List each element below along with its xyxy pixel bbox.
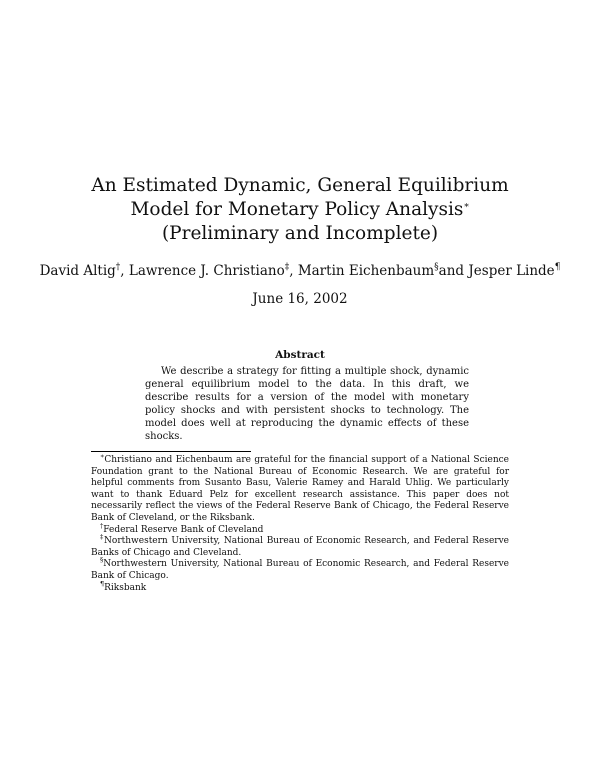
paper-title [0,174,600,246]
footnotes [91,452,509,594]
footnote-text: Federal Reserve Bank of Cleveland [103,524,264,535]
footnote-mark: ¶ [100,579,105,588]
footnote-text: Northwestern University, National Bureau of Economic Research, and Federal Reserve Banks of Chicago and Cleveland. [91,536,509,558]
footnote-mark: § [100,556,104,565]
footnote [91,579,509,595]
footnote [91,556,509,582]
author-name: Martin Eichenbaum [297,263,435,279]
footnote-text: Northwestern University, National Bureau of Economic Research, and Federal Reserve Bank of Chicago. [91,559,509,581]
abstract-heading: Abstract [275,349,325,361]
abstract-text: We describe a strategy for fitting a multiple shock, dynamic general equilibrium model to the data. In this draft, we describe results for a version of the model with monetary policy shocks and with persistent shocks to technology. The model does well at reproducing the dynamic effects of these shocks. [145,366,469,442]
footnote-mark: † [100,521,104,530]
footnote-rule [91,451,251,452]
title-line-3: (Preliminary and Incomplete) [161,223,439,244]
footnote-text: Riksbank [104,582,147,593]
author-footnote-mark: ¶ [554,262,561,273]
publication-date: June 16, 2002 [252,291,348,307]
author-list: David Altig†, Lawrence J. Christiano‡, Martin Eichenbaum§and Jesper Linde¶ [39,262,561,279]
title-line-2-text: Model for Monetary Policy Analysis [130,199,464,220]
footnote-mark: ∗ [100,452,105,460]
author-footnote-mark: § [434,262,439,273]
author-name: Jesper Linde [468,263,555,279]
author-footnote-mark: ‡ [284,262,290,273]
title-line-2 [0,198,600,222]
author-name: Lawrence J. Christiano [128,263,285,279]
author-name: David Altig [39,263,116,279]
footnote-text: Christiano and Eichenbaum are grateful for the financial support of a National Science Foundation grant to the National Bureau of Economic Research. We are grateful for helpful comments from Susanto Basu, Valerie Ramey and Harald Uhlig. We particularly want to thank Eduard Pelz for excellent research assistance. This paper does not necessarily reflect the views of the Federal Reserve Bank of Chicago, the Federal Reserve Bank of Cleveland, or the Riksbank. [91,455,509,523]
footnote [91,521,509,537]
title-line-1: An Estimated Dynamic, General Equilibrium [91,175,509,196]
author-footnote-mark: † [115,262,121,273]
footnote [91,533,509,559]
footnote-mark: ‡ [100,533,105,542]
footnote [91,452,509,525]
title-footnote-mark: ∗ [463,200,470,211]
